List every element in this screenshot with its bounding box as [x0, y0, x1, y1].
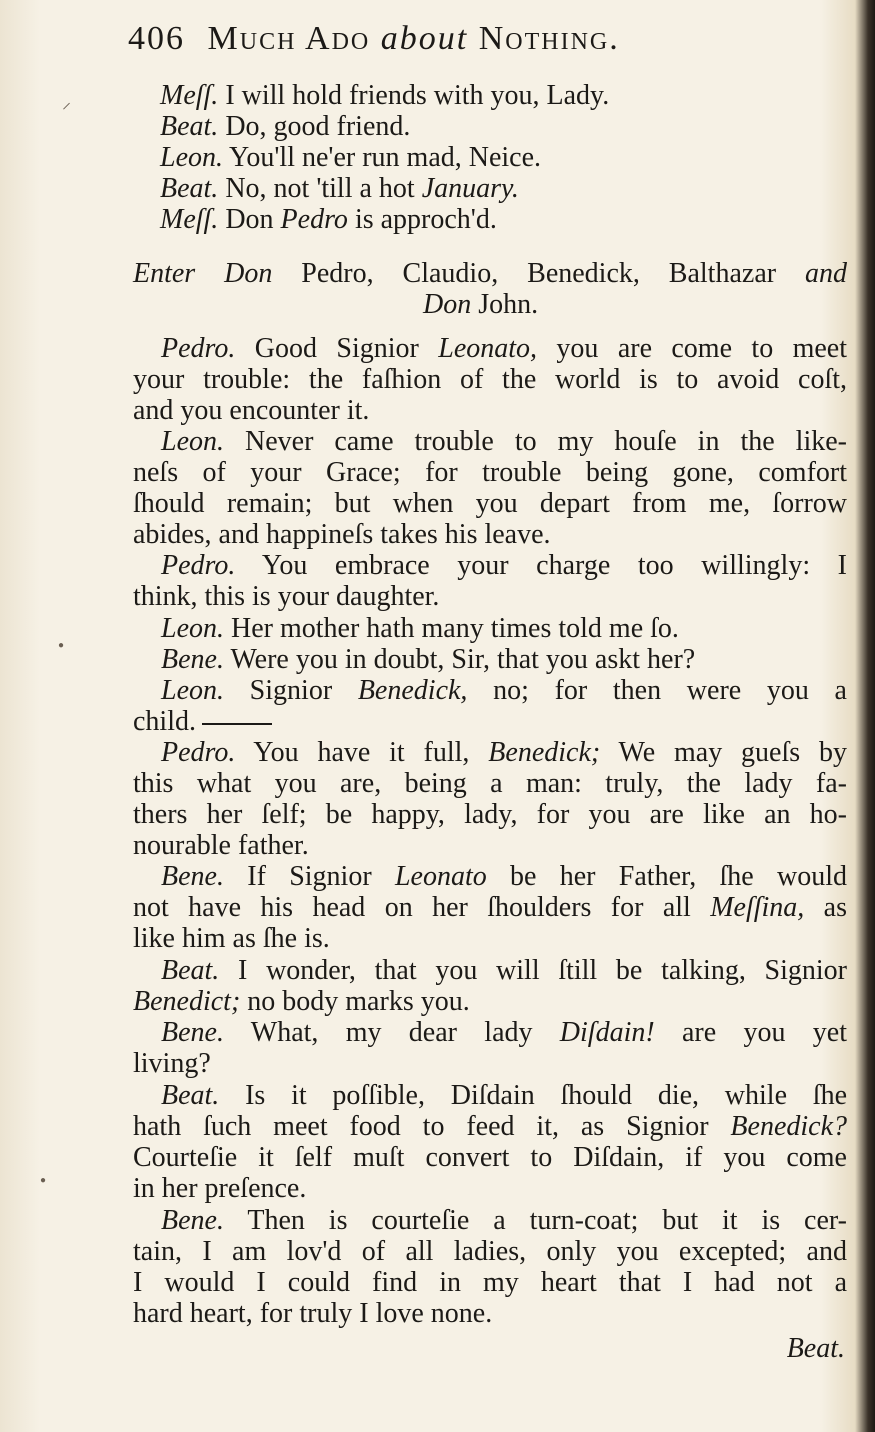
speaker: Bene. — [161, 644, 224, 675]
text-line — [133, 737, 847, 768]
speech-text: Do, good friend. — [225, 111, 411, 142]
text-seg: you are come to meet — [537, 333, 847, 364]
speaker: Leon. — [160, 142, 223, 173]
text-seg: ſhould remain; but when you depart from me, ſorrow — [133, 488, 847, 519]
text-line — [133, 830, 309, 861]
text-seg: your trouble: the faſhion of the world is to avoid coſt, — [133, 364, 847, 395]
text-seg: Is it poſſible, Diſdain ſhould die, while ſhe — [219, 1080, 847, 1111]
margin-mark: ● — [40, 1175, 47, 1186]
text-italic: Meſſina, — [710, 892, 805, 923]
text-seg: nourable father. — [133, 830, 309, 861]
stage-and: and — [805, 258, 848, 289]
text-seg: like him as ſhe is. — [133, 923, 330, 954]
text-seg: hard heart, for truly I love none. — [133, 1298, 493, 1329]
text-line — [133, 581, 439, 612]
text-line — [133, 426, 847, 457]
speech-text: Don — [225, 204, 274, 235]
text-line — [133, 1142, 847, 1173]
header-title-part1: Much Ado — [207, 20, 371, 57]
text-line — [133, 1236, 847, 1267]
text-line — [161, 644, 695, 675]
text-seg: Never came trouble to my houſe in the like- — [224, 426, 847, 457]
text-italic: Leonato — [394, 861, 487, 892]
speech-italic: Pedro — [280, 204, 348, 235]
text-seg: tain, I am lov'd of all ladies, only you excepted; and — [133, 1236, 847, 1267]
text-line — [133, 768, 847, 799]
speaker: Beat. — [161, 1080, 220, 1111]
text-seg: think, this is your daughter. — [133, 581, 440, 612]
text-line — [133, 675, 847, 706]
text-seg: I wonder, that you will ſtill be talking, Signior — [219, 955, 847, 986]
text-seg: be her Father, ſhe would — [486, 861, 847, 892]
speaker: Bene. — [161, 861, 224, 892]
stage-enter: Enter Don — [133, 258, 273, 289]
text-seg: no; for then were you a — [467, 675, 847, 706]
text-seg: Then is courteſie a turn-coat; but it is cer- — [223, 1205, 847, 1236]
text-seg: You embrace your charge too willingly: I — [235, 550, 847, 581]
stage-names: Pedro, Claudio, Benedick, Balthazar — [301, 258, 777, 289]
text-line — [133, 955, 847, 986]
text-line — [133, 799, 847, 830]
text-seg: as — [804, 892, 848, 923]
text-seg: What, my dear lady — [223, 1017, 560, 1048]
speech-line — [160, 111, 410, 142]
speaker: Pedro. — [161, 333, 236, 364]
speech-line — [160, 142, 541, 173]
text-line — [133, 550, 847, 581]
text-seg: child. — [133, 706, 196, 737]
text-seg: We may gueſs by — [600, 737, 847, 768]
text-seg: Courteſie it ſelf muſt convert to Diſdain, if you come — [133, 1142, 847, 1173]
text-seg: I would I could find in my heart that I had not a — [133, 1267, 847, 1298]
text-line — [133, 457, 847, 488]
speech-text: You'll ne'er run mad, Neice. — [228, 142, 542, 173]
text-line — [133, 986, 470, 1017]
text-seg: Were you in doubt, Sir, that you askt her? — [223, 644, 696, 675]
text-seg: You have it full, — [235, 737, 489, 768]
speaker: Beat. — [161, 955, 220, 986]
text-seg: and you encounter it. — [133, 395, 370, 426]
text-italic: Leonato, — [438, 333, 538, 364]
stage-direction — [133, 258, 847, 289]
speech-italic: January. — [421, 173, 519, 204]
text-seg: If Signior — [223, 861, 395, 892]
text-seg: living? — [133, 1048, 211, 1079]
speaker: Meſſ. — [160, 80, 219, 111]
text-line — [133, 923, 330, 954]
speaker: Meſſ. — [160, 204, 219, 235]
margin-mark: ⸝ — [62, 92, 71, 112]
text-seg: Good Signior — [235, 333, 439, 364]
text-italic: Diſdain! — [559, 1017, 655, 1048]
text-line — [133, 1111, 847, 1142]
text-seg: thers her ſelf; be happy, lady, for you are like an ho- — [133, 799, 847, 830]
page-number: 406 — [128, 20, 185, 57]
text-line — [133, 1080, 847, 1111]
text-italic: Benedick; — [488, 737, 601, 768]
em-dash-rule — [202, 723, 272, 725]
text-line — [133, 861, 847, 892]
speaker: Leon. — [161, 675, 224, 706]
stage-don: Don — [423, 289, 472, 320]
text-seg: neſs of your Grace; for trouble being gone, comfort — [133, 457, 847, 488]
speaker: Leon. — [161, 613, 224, 644]
text-line — [133, 1267, 847, 1298]
stage-direction-cont — [423, 289, 538, 320]
stage-john: John. — [478, 289, 539, 320]
text-seg: no body marks you. — [240, 986, 470, 1017]
text-line — [133, 519, 551, 550]
text-seg: Her mother hath many times told me ſo. — [224, 613, 679, 644]
text-seg: are you yet — [654, 1017, 847, 1048]
speaker: Pedro. — [161, 737, 236, 768]
text-seg: hath ſuch meet food to feed it, as Signior — [133, 1111, 731, 1142]
catchword: Beat. — [786, 1333, 845, 1364]
text-line — [133, 488, 847, 519]
running-header — [128, 20, 828, 70]
speech-text: I will hold friends with you, Lady. — [225, 80, 610, 111]
text-line — [133, 1298, 492, 1329]
speech-line — [160, 204, 497, 235]
text-seg: this what you are, being a man: truly, the lady fa- — [133, 768, 847, 799]
speaker: Bene. — [161, 1205, 224, 1236]
text-line — [133, 333, 847, 364]
text-line — [133, 1205, 847, 1236]
header-title-part3: Nothing. — [478, 20, 620, 57]
speaker: Pedro. — [161, 550, 236, 581]
text-italic: Benedick, — [357, 675, 468, 706]
text-line — [161, 613, 679, 644]
speech-text: No, not 'till a hot — [225, 173, 415, 204]
speaker: Bene. — [161, 1017, 224, 1048]
text-seg: abides, and happineſs takes his leave. — [133, 519, 551, 550]
text-seg: Signior — [224, 675, 358, 706]
text-italic: Benedick? — [730, 1111, 847, 1142]
text-seg: in her preſence. — [133, 1173, 307, 1204]
text-line — [133, 1173, 306, 1204]
text-line — [133, 706, 272, 737]
margin-mark: ● — [58, 640, 65, 651]
text-line — [133, 395, 369, 426]
text-seg: not have his head on her ſhoulders for all — [133, 892, 711, 923]
speaker: Leon. — [161, 426, 224, 457]
header-title-part2: about — [380, 20, 469, 57]
text-line — [133, 1048, 211, 1079]
text-italic: Benedict; — [133, 986, 241, 1017]
text-line — [133, 364, 847, 395]
speech-text: is approch'd. — [354, 204, 497, 235]
text-line — [133, 1017, 847, 1048]
text-line — [133, 892, 847, 923]
speech-line — [160, 173, 519, 204]
speaker: Beat. — [160, 111, 219, 142]
speaker: Beat. — [160, 173, 219, 204]
speech-line — [160, 80, 609, 111]
